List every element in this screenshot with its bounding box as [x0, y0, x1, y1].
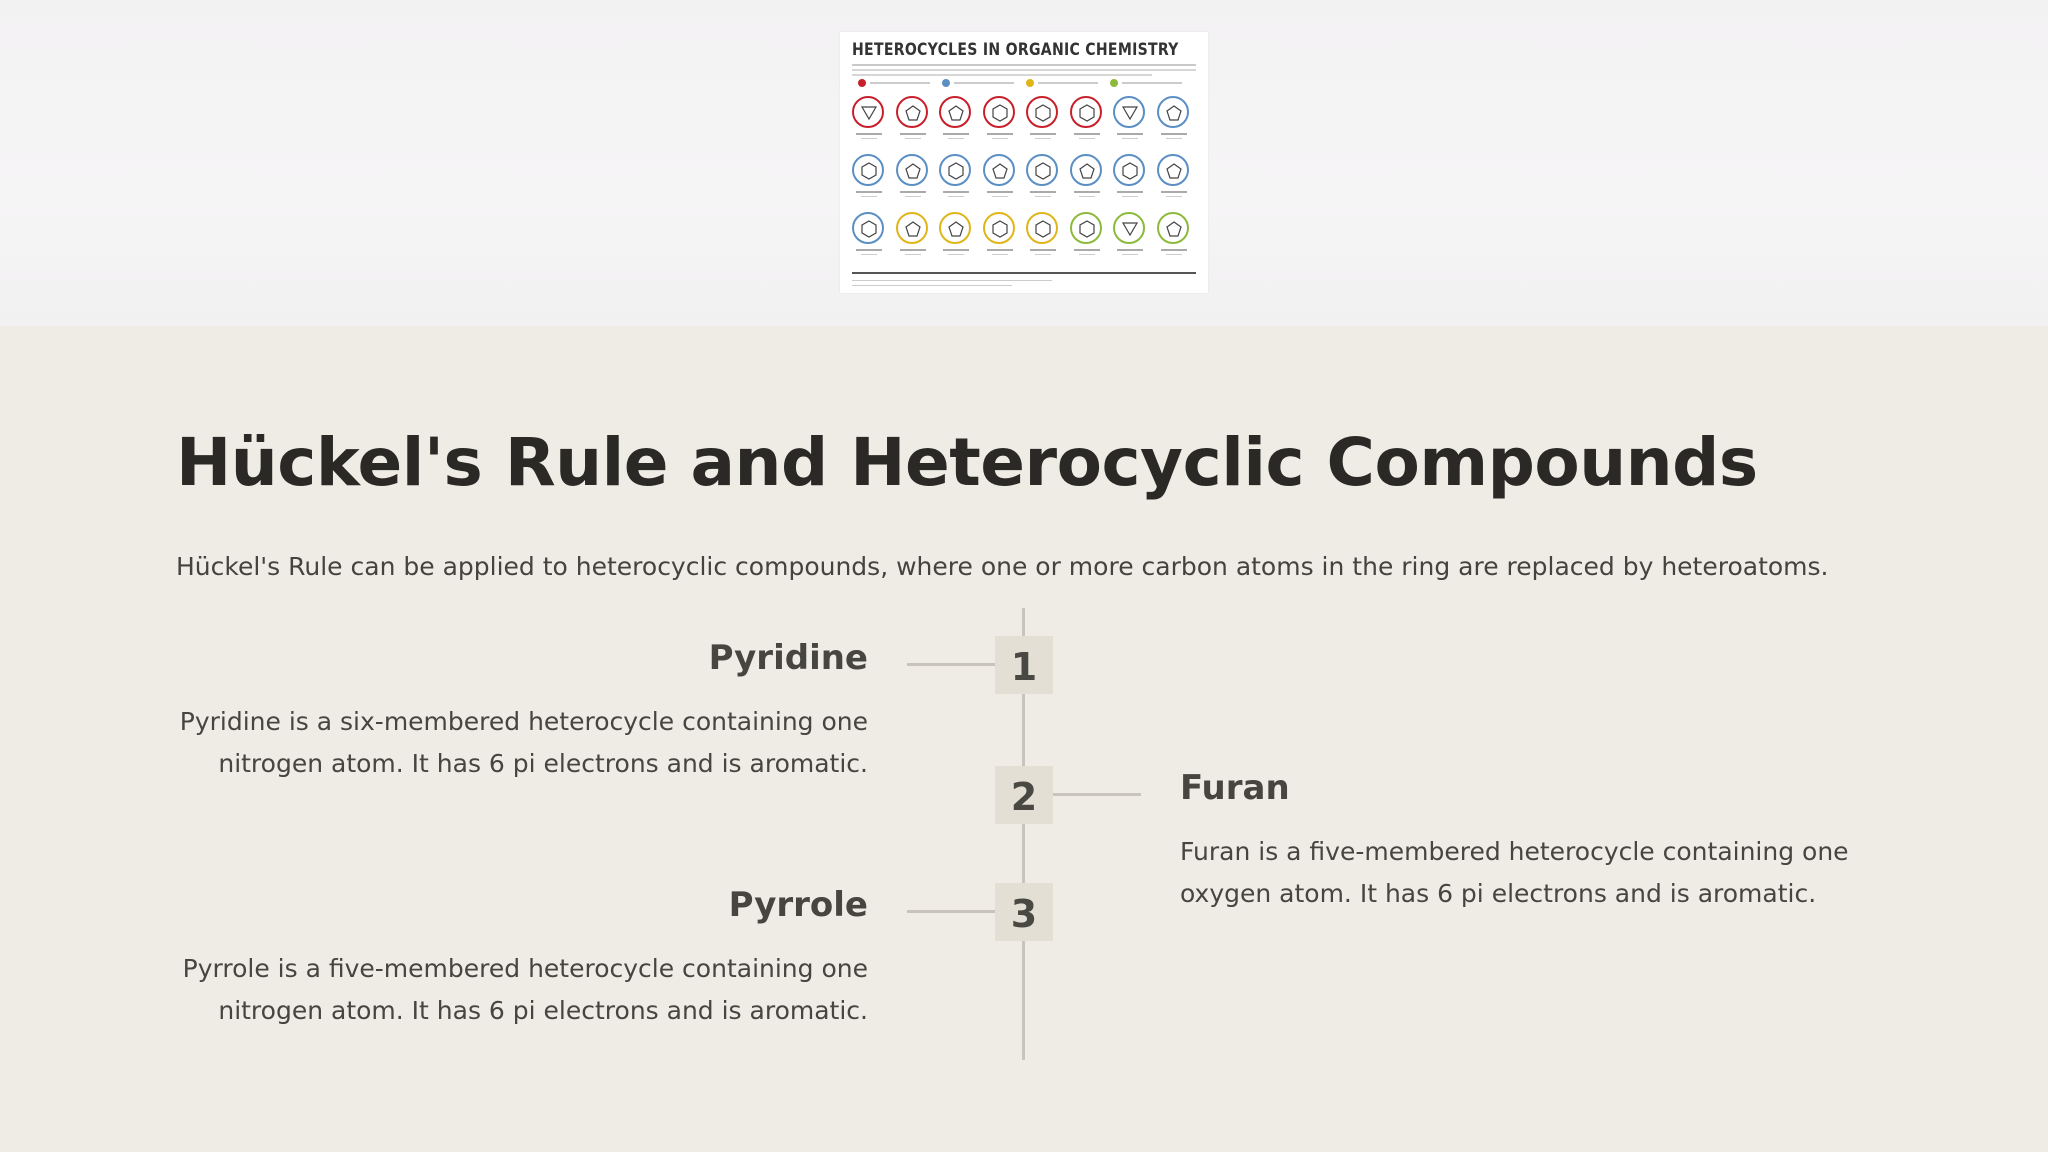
molecule-ring-icon — [939, 154, 971, 186]
molecule-sublabel — [1122, 254, 1138, 255]
timeline-step-1: 1 — [995, 636, 1053, 694]
timeline-step-2: 2 — [995, 766, 1053, 824]
timeline-connector — [1053, 793, 1141, 796]
molecule-label — [900, 191, 926, 193]
molecule-label — [1030, 249, 1056, 251]
molecule-sublabel — [861, 254, 877, 255]
legend-dot — [1026, 79, 1034, 87]
molecule-ring-icon — [896, 212, 928, 244]
molecule-label — [856, 249, 882, 251]
molecule-label — [900, 133, 926, 135]
molecule-ring-icon — [1070, 96, 1102, 128]
molecule-label — [1074, 249, 1100, 251]
timeline-connector — [907, 663, 995, 666]
legend-dot — [942, 79, 950, 87]
molecule-sublabel — [948, 254, 964, 255]
poster-footer-text — [852, 280, 1052, 281]
molecule-sublabel — [1035, 196, 1051, 197]
molecule-sublabel — [861, 196, 877, 197]
molecule-sublabel — [1035, 138, 1051, 139]
molecule-ring-icon — [1157, 154, 1189, 186]
molecule-sublabel — [992, 138, 1008, 139]
molecule-ring-icon — [896, 154, 928, 186]
legend-text — [1038, 82, 1098, 84]
timeline-item-title: Furan — [1180, 768, 1290, 808]
molecule-label — [1074, 191, 1100, 193]
molecule-label — [943, 249, 969, 251]
molecule-label — [1117, 249, 1143, 251]
poster-subtitle-line — [852, 74, 1152, 76]
molecule-sublabel — [992, 254, 1008, 255]
molecule-ring-icon — [983, 154, 1015, 186]
poster-legend — [852, 78, 1196, 88]
poster-title: HETEROCYCLES IN ORGANIC CHEMISTRY — [852, 40, 1179, 60]
legend-dot — [858, 79, 866, 87]
molecule-ring-icon — [896, 96, 928, 128]
molecule-label — [900, 249, 926, 251]
molecule-ring-icon — [1026, 96, 1058, 128]
timeline-item-description: Furan is a five-membered heterocycle containing one oxygen atom. It has 6 pi electrons and is aromatic. — [1180, 837, 1849, 908]
legend-text — [870, 82, 930, 84]
poster-footer-rule — [852, 272, 1196, 274]
molecule-label — [856, 191, 882, 193]
molecule-label — [1030, 191, 1056, 193]
molecule-sublabel — [1122, 138, 1138, 139]
molecule-sublabel — [1079, 254, 1095, 255]
molecule-sublabel — [1079, 196, 1095, 197]
legend-dot — [1110, 79, 1118, 87]
molecule-ring-icon — [939, 96, 971, 128]
molecule-sublabel — [905, 254, 921, 255]
molecule-ring-icon — [1026, 154, 1058, 186]
molecule-label — [987, 249, 1013, 251]
molecule-sublabel — [861, 138, 877, 139]
molecule-ring-icon — [852, 212, 884, 244]
molecule-sublabel — [1166, 254, 1182, 255]
slide-intro: Hückel's Rule can be applied to heterocyclic compounds, where one or more carbon atoms in the ring are replaced by heteroatoms. — [176, 552, 1829, 581]
molecule-ring-icon — [1113, 154, 1145, 186]
molecule-label — [1030, 133, 1056, 135]
molecule-label — [943, 191, 969, 193]
molecule-ring-icon — [1113, 96, 1145, 128]
molecule-label — [1161, 191, 1187, 193]
molecule-sublabel — [1122, 196, 1138, 197]
molecule-ring-icon — [983, 96, 1015, 128]
molecule-sublabel — [992, 196, 1008, 197]
header-banner — [0, 0, 2048, 326]
molecule-label — [1161, 133, 1187, 135]
heterocycles-poster-image — [840, 32, 1208, 293]
molecule-sublabel — [1166, 196, 1182, 197]
molecule-label — [1117, 191, 1143, 193]
molecule-label — [1117, 133, 1143, 135]
timeline-connector — [907, 910, 995, 913]
poster-footer-text — [852, 285, 1012, 286]
legend-text — [954, 82, 1014, 84]
molecule-ring-icon — [852, 154, 884, 186]
molecule-ring-icon — [1026, 212, 1058, 244]
slide-title: Hückel's Rule and Heterocyclic Compounds — [176, 424, 1758, 501]
molecule-label — [1074, 133, 1100, 135]
timeline-item-title: Pyrrole — [728, 885, 868, 925]
molecule-ring-icon — [1157, 212, 1189, 244]
molecule-sublabel — [905, 138, 921, 139]
molecule-sublabel — [1166, 138, 1182, 139]
molecule-label — [987, 191, 1013, 193]
molecule-label — [943, 133, 969, 135]
molecule-sublabel — [1079, 138, 1095, 139]
molecule-sublabel — [948, 196, 964, 197]
molecule-ring-icon — [1113, 212, 1145, 244]
timeline-item-description: Pyrrole is a five-membered heterocycle containing one nitrogen atom. It has 6 pi electrons and is aromatic. — [182, 954, 868, 1025]
timeline-step-3: 3 — [995, 883, 1053, 941]
molecule-ring-icon — [983, 212, 1015, 244]
poster-subtitle-line — [852, 69, 1196, 71]
molecule-ring-icon — [1070, 154, 1102, 186]
molecule-ring-icon — [1070, 212, 1102, 244]
poster-subtitle-line — [852, 64, 1196, 66]
molecule-sublabel — [1035, 254, 1051, 255]
legend-text — [1122, 82, 1182, 84]
molecule-label — [987, 133, 1013, 135]
molecule-label — [856, 133, 882, 135]
timeline-item-title: Pyridine — [708, 638, 868, 678]
molecule-sublabel — [905, 196, 921, 197]
molecule-ring-icon — [939, 212, 971, 244]
molecule-ring-icon — [1157, 96, 1189, 128]
molecule-sublabel — [948, 138, 964, 139]
molecule-label — [1161, 249, 1187, 251]
molecule-ring-icon — [852, 96, 884, 128]
timeline-item-description: Pyridine is a six-membered heterocycle containing one nitrogen atom. It has 6 pi electrons and is aromatic. — [179, 707, 868, 778]
